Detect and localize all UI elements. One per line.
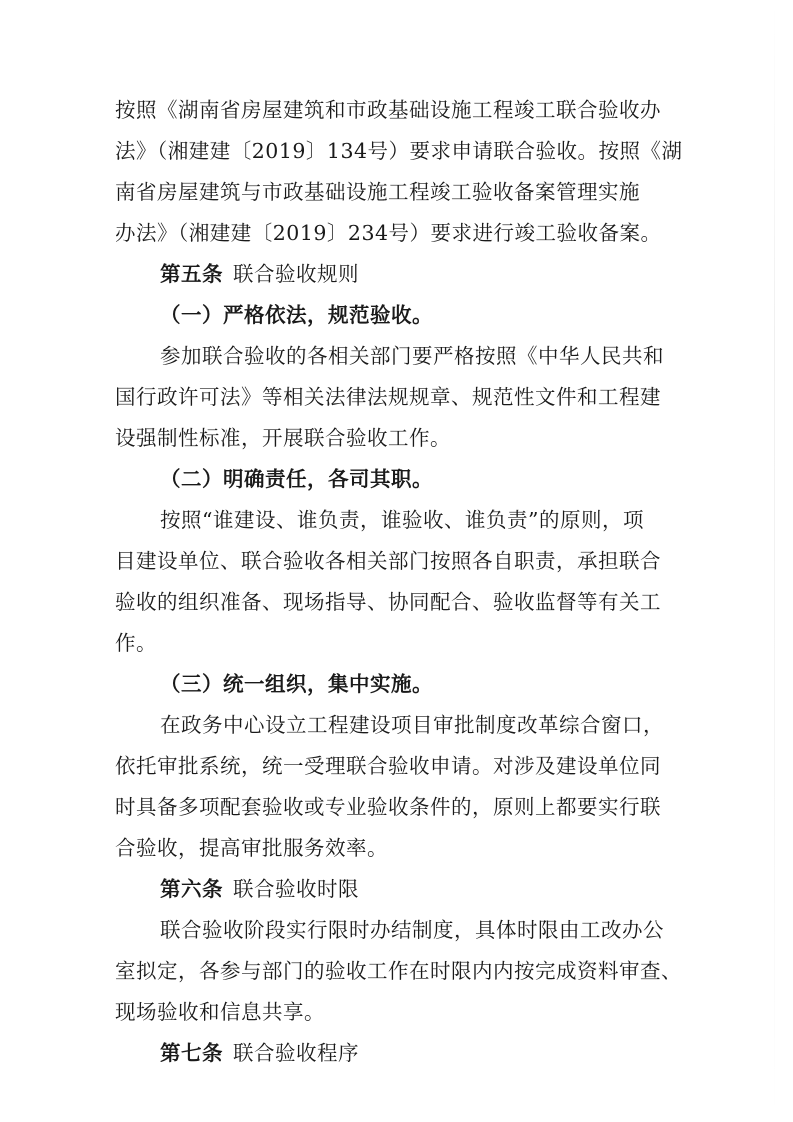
section-1-heading: （一）严格依法，规范验收。 — [160, 303, 433, 327]
section-2-line-4: 作。 — [115, 631, 157, 655]
article-7-heading — [160, 1039, 359, 1067]
section-2-line-2: 目建设单位、联合验收各相关部门按照各自职责，承担联合 — [115, 549, 661, 573]
article-7-title: 联合验收程序 — [233, 1041, 359, 1065]
section-3-line-4: 合验收，提高审批服务效率。 — [115, 836, 388, 860]
intro-line-3: 南省房屋建筑与市政基础设施工程竣工验收备案管理实施 — [115, 180, 640, 204]
section-3-heading: （三）统一组织，集中实施。 — [160, 672, 433, 696]
article-5-number: 第五条 — [160, 262, 223, 286]
section-1-line-3: 设强制性标准，开展联合验收工作。 — [115, 426, 451, 450]
section-1-line-2: 国行政许可法》等相关法律法规规章、规范性文件和工程建 — [115, 385, 661, 409]
article-6-number: 第六条 — [160, 877, 223, 901]
scan-edge-shadow — [774, 0, 775, 1122]
article-6-heading — [160, 875, 359, 903]
section-1-line-1: 参加联合验收的各相关部门要严格按照《中华人民共和 — [160, 344, 664, 368]
article-6-title: 联合验收时限 — [233, 877, 359, 901]
section-2-heading: （二）明确责任，各司其职。 — [160, 467, 433, 491]
section-3-line-3: 时具备多项配套验收或专业验收条件的，原则上都要实行联 — [115, 795, 661, 819]
intro-line-4: 办法》（湘建建〔2019〕234号）要求进行竣工验收备案。 — [115, 221, 662, 245]
section-2-line-3: 验收的组织准备、现场指导、协同配合、验收监督等有关工 — [115, 590, 661, 614]
section-3-line-1: 在政务中心设立工程建设项目审批制度改革综合窗口， — [160, 713, 664, 737]
article-5-title: 联合验收规则 — [233, 262, 359, 286]
article-6-line-1: 联合验收阶段实行限时办结制度，具体时限由工改办公 — [160, 918, 664, 942]
section-2-line-1: 按照“谁建设、谁负责，谁验收、谁负责”的原则，项 — [160, 508, 644, 532]
section-3-line-2: 依托审批系统，统一受理联合验收申请。对涉及建设单位同 — [115, 754, 661, 778]
intro-line-2: 法》（湘建建〔2019〕134号）要求申请联合验收。按照《湖 — [115, 139, 683, 163]
article-5-heading — [160, 260, 359, 288]
article-6-line-2: 室拟定，各参与部门的验收工作在时限内内按完成资料审查、 — [115, 959, 682, 983]
article-6-line-3: 现场验收和信息共享。 — [115, 1000, 325, 1024]
intro-line-1: 按照《湖南省房屋建筑和市政基础设施工程竣工联合验收办 — [115, 98, 661, 122]
article-7-number: 第七条 — [160, 1041, 223, 1065]
